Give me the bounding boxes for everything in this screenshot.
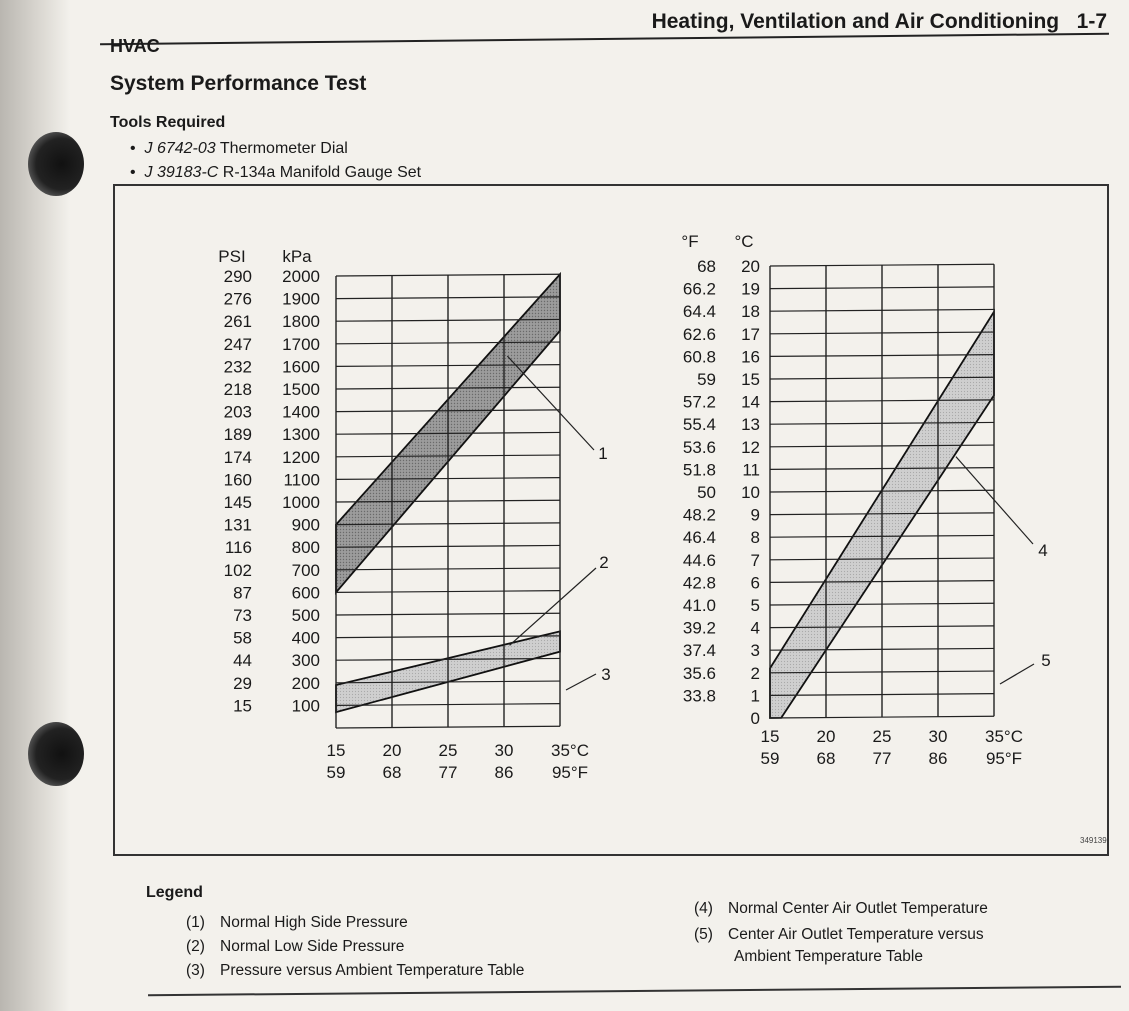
tool-item: • J 6742-03 Thermometer Dial [130, 140, 348, 157]
legend-item-4 [694, 900, 988, 918]
y-tick-c: 5 [750, 596, 760, 615]
y-tick-c: 15 [741, 370, 760, 389]
tool-item: • J 39183-C R-134a Manifold Gauge Set [130, 164, 422, 181]
y-tick-c: 16 [741, 347, 760, 367]
tool-name: R-134a Manifold Gauge Set [222, 164, 422, 181]
x-tick-f: 77 [872, 749, 892, 768]
y-tick-f: 55.4 [682, 415, 716, 435]
y-tick-c: 13 [741, 415, 760, 435]
y-tick-f: 39.2 [682, 618, 716, 638]
callout-leader-5 [1000, 664, 1034, 684]
y-tick-f: 37.4 [682, 641, 716, 661]
legend-number: (4) [694, 900, 713, 917]
y-tick-kpa: 1500 [282, 380, 320, 399]
y-tick-f: 53.6 [682, 437, 716, 457]
y-tick-psi: 131 [223, 515, 252, 535]
x-tick-f: 86 [928, 749, 948, 768]
y-tick-kpa: 1400 [282, 402, 320, 422]
y-tick-kpa: 500 [291, 606, 320, 625]
x-tick-c: 30 [928, 727, 948, 746]
y-tick-kpa: 1000 [282, 493, 320, 512]
y-unit-c: °C [734, 232, 754, 251]
legend-text: Normal Low Side Pressure [220, 938, 405, 955]
y-tick-psi: 116 [224, 538, 252, 558]
y-tick-f: 35.6 [682, 663, 716, 683]
y-tick-f: 62.6 [682, 324, 716, 344]
callout-leader-3 [566, 674, 596, 690]
y-tick-f: 59 [697, 370, 716, 389]
y-tick-c: 4 [750, 618, 760, 638]
y-tick-c: 9 [750, 505, 760, 525]
y-tick-kpa: 1100 [283, 470, 320, 490]
y-tick-c: 11 [742, 460, 760, 480]
x-tick-f: 59 [326, 763, 346, 782]
y-tick-psi: 203 [223, 402, 252, 422]
x-tick-f: 77 [438, 763, 458, 782]
y-tick-kpa: 300 [291, 651, 320, 671]
y-tick-kpa: 200 [291, 673, 320, 693]
y-tick-f: 60.8 [682, 347, 716, 367]
legend-number: (2) [186, 938, 205, 955]
x-tick-c: 20 [816, 727, 836, 746]
legend-text: Normal High Side Pressure [220, 914, 408, 931]
x-tick-f: 68 [816, 749, 836, 768]
pressure-chart [218, 247, 610, 782]
y-tick-psi: 189 [223, 425, 252, 445]
legend-item-5 [694, 926, 984, 944]
y-tick-psi: 44 [233, 651, 252, 671]
y-tick-psi: 247 [223, 334, 252, 354]
y-tick-kpa: 600 [291, 583, 320, 603]
callout-1: 1 [598, 444, 608, 463]
y-tick-psi: 145 [223, 493, 252, 512]
y-tick-f: 66.2 [682, 279, 716, 299]
x-tick-c: 15 [760, 727, 780, 746]
callout-3: 3 [601, 665, 611, 684]
y-tick-c: 18 [741, 302, 760, 322]
legend-item-2 [186, 938, 404, 956]
tool-code: J 39183-C [144, 164, 219, 181]
figure-number: 349139 [1080, 836, 1107, 845]
section-tag: HVAC [110, 36, 160, 56]
y-tick-c: 20 [741, 257, 760, 276]
y-tick-f: 46.4 [682, 528, 716, 548]
callout-2: 2 [599, 553, 609, 572]
y-tick-f: 68 [697, 257, 716, 276]
x-tick-f: 95°F [985, 749, 1023, 768]
y-tick-kpa: 1300 [282, 425, 320, 445]
y-tick-psi: 276 [223, 289, 252, 309]
legend-text: Pressure versus Ambient Temperature Table [220, 962, 525, 979]
legend-number: (3) [186, 962, 205, 979]
page-title: System Performance Test [110, 72, 367, 95]
tools-heading: Tools Required [110, 114, 226, 131]
legend-heading: Legend [146, 884, 203, 901]
y-tick-kpa: 800 [291, 538, 320, 558]
y-tick-kpa: 1600 [282, 357, 320, 377]
y-tick-kpa: 1900 [282, 289, 320, 309]
y-tick-psi: 58 [233, 628, 252, 648]
y-tick-c: 10 [741, 483, 760, 502]
legend-text: Center Air Outlet Temperature versus [728, 926, 984, 943]
legend-item-1 [186, 914, 408, 932]
y-tick-f: 44.6 [682, 550, 716, 570]
y-tick-psi: 73 [233, 606, 252, 625]
y-tick-psi: 218 [223, 380, 252, 399]
x-tick-c: 20 [382, 741, 402, 760]
y-tick-kpa: 2000 [282, 267, 320, 286]
temperature-chart [681, 232, 1050, 768]
tool-code: J 6742-03 [144, 140, 216, 157]
page-number: 1-7 [1076, 10, 1107, 33]
y-tick-c: 14 [741, 392, 760, 412]
y-tick-f: 48.2 [682, 505, 716, 525]
y-tick-kpa: 1200 [282, 447, 320, 467]
y-tick-c: 2 [750, 663, 760, 683]
y-tick-kpa: 400 [291, 628, 320, 648]
x-tick-c: 35°C [551, 741, 589, 760]
legend-number: (5) [694, 926, 713, 943]
x-tick-c: 25 [872, 727, 892, 746]
x-tick-f: 59 [760, 749, 780, 768]
x-tick-c: 35°C [985, 727, 1023, 746]
y-tick-f: 50 [697, 483, 716, 502]
y-tick-kpa: 100 [291, 696, 320, 716]
x-tick-f: 95°F [551, 763, 589, 782]
y-tick-psi: 15 [233, 696, 252, 716]
y-unit-f: °F [681, 232, 699, 251]
y-tick-c: 3 [750, 641, 760, 661]
legend-item-3 [186, 962, 524, 980]
x-tick-c: 30 [494, 741, 514, 760]
y-tick-c: 19 [741, 279, 760, 299]
y-tick-psi: 261 [223, 312, 252, 332]
y-tick-psi: 290 [223, 267, 252, 286]
tool-name: Thermometer Dial [219, 140, 348, 157]
y-tick-c: 1 [750, 686, 760, 706]
y-tick-f: 51.8 [682, 460, 716, 480]
y-tick-f: 42.8 [682, 573, 716, 593]
y-tick-f: 41.0 [682, 596, 716, 615]
y-tick-c: 0 [750, 709, 760, 728]
y-tick-f: 57.2 [682, 392, 716, 412]
y-tick-kpa: 900 [291, 515, 320, 535]
y-tick-kpa: 700 [291, 560, 320, 580]
x-tick-f: 68 [382, 763, 402, 782]
x-tick-c: 25 [438, 741, 458, 760]
y-tick-c: 12 [741, 437, 760, 457]
x-tick-f: 86 [494, 763, 514, 782]
y-tick-psi: 87 [233, 583, 252, 603]
y-tick-c: 8 [750, 528, 760, 548]
x-tick-c: 15 [326, 741, 346, 760]
y-unit-kpa: kPa [282, 247, 312, 266]
y-tick-psi: 160 [223, 470, 252, 490]
y-tick-f: 33.8 [682, 686, 716, 706]
y-tick-kpa: 1800 [282, 312, 320, 332]
callout-4: 4 [1038, 541, 1048, 560]
y-tick-c: 6 [750, 573, 760, 593]
chapter-title: Heating, Ventilation and Air Conditioning [651, 10, 1060, 33]
y-tick-psi: 102 [223, 560, 252, 580]
legend-number: (1) [186, 914, 205, 931]
callout-leader-1 [507, 356, 594, 450]
y-tick-psi: 174 [223, 447, 252, 467]
y-tick-f: 64.4 [682, 302, 716, 322]
legend-text: Normal Center Air Outlet Temperature [728, 900, 988, 917]
y-tick-c: 7 [750, 550, 760, 570]
y-tick-kpa: 1700 [282, 334, 320, 354]
y-tick-psi: 232 [223, 357, 252, 377]
y-tick-c: 17 [741, 324, 760, 344]
legend-item-5-continued: Ambient Temperature Table [734, 948, 923, 965]
y-tick-psi: 29 [233, 673, 252, 693]
callout-5: 5 [1041, 651, 1051, 670]
y-unit-psi: PSI [218, 247, 246, 266]
